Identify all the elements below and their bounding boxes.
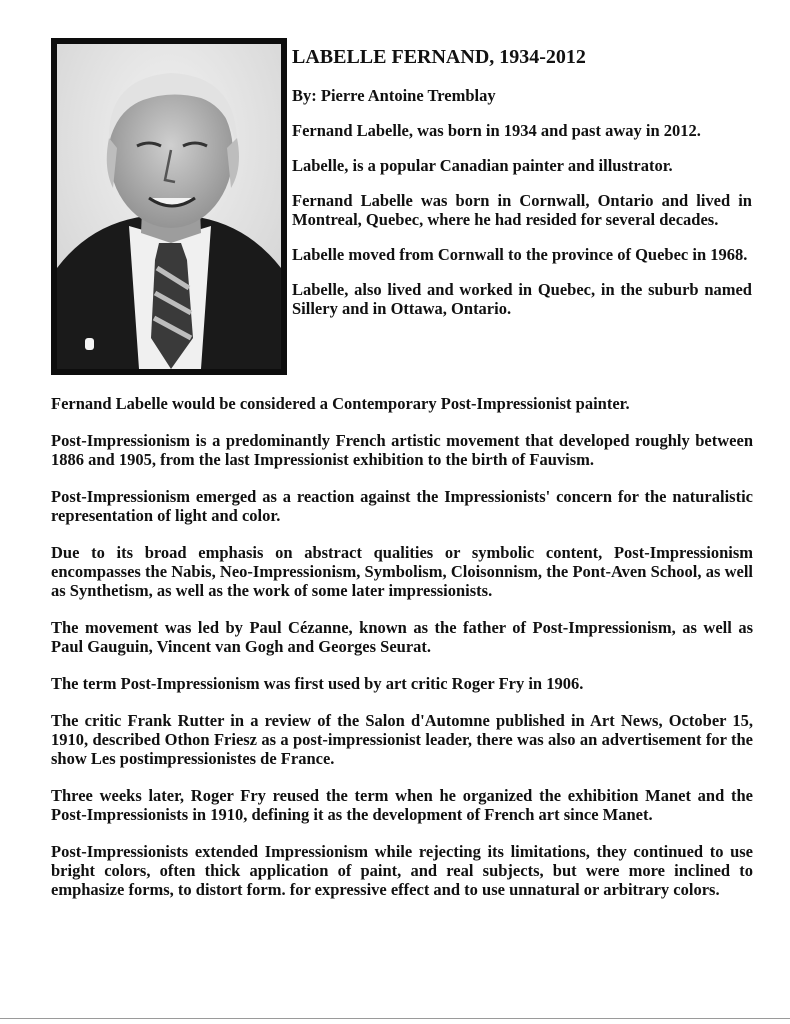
page-bottom-rule (0, 1018, 790, 1019)
intro-paragraph: Labelle, is a popular Canadian painter and illustrator. (292, 156, 673, 175)
body-paragraph: Post-Impressionism emerged as a reaction against the Impressionists' concern for the naturalistic representation of light and color. (51, 487, 753, 525)
body-paragraph: Post-Impressionists extended Impressionism while rejecting its limitations, they continued to use bright colors, often thick application of paint, and real subjects, but were more inclined to emphasize forms, to distort form. for expressive effect and to use unnatural or arbitrary colors. (51, 842, 753, 899)
body-paragraph: Due to its broad emphasis on abstract qualities or symbolic content, Post-Impressionism encompasses the Nabis, Neo-Impressionism, Symbolism, Cloisonnism, the Pont-Aven School, as well as Synthetism, as well as the work of some later impressionists. (51, 543, 753, 600)
body-paragraph: The critic Frank Rutter in a review of the Salon d'Automne published in Art News, October 15, 1910, described Othon Friesz as a post-impressionist leader, there was also an advertisement for the show Les postimpressionistes de France. (51, 711, 753, 768)
body-paragraph: The term Post-Impressionism was first used by art critic Roger Fry in 1906. (51, 674, 584, 693)
body-paragraph: The movement was led by Paul Cézanne, known as the father of Post-Impressionism, as well as Paul Gauguin, Vincent van Gogh and Georges Seurat. (51, 618, 753, 656)
intro-paragraph: Fernand Labelle was born in Cornwall, Ontario and lived in Montreal, Quebec, where he had resided for several decades. (292, 191, 752, 229)
article-title: LABELLE FERNAND, 1934-2012 (292, 46, 586, 68)
intro-paragraph: Labelle moved from Cornwall to the province of Quebec in 1968. (292, 245, 748, 264)
intro-paragraph: Labelle, also lived and worked in Quebec, in the suburb named Sillery and in Ottawa, Ontario. (292, 280, 752, 318)
body-paragraph: Fernand Labelle would be considered a Contemporary Post-Impressionist painter. (51, 394, 630, 413)
body-paragraph: Three weeks later, Roger Fry reused the term when he organized the exhibition Manet and the Post-Impressionists in 1910, defining it as the development of French art since Manet. (51, 786, 753, 824)
portrait-image (51, 38, 287, 375)
intro-paragraph: Fernand Labelle, was born in 1934 and past away in 2012. (292, 121, 701, 140)
article-body (51, 394, 753, 917)
article-byline: By: Pierre Antoine Tremblay (292, 86, 496, 105)
portrait-photo (51, 38, 287, 375)
body-paragraph: Post-Impressionism is a predominantly French artistic movement that developed roughly between 1886 and 1905, from the last Impressionist exhibition to the birth of Fauvism. (51, 431, 753, 469)
header-column (292, 44, 752, 334)
